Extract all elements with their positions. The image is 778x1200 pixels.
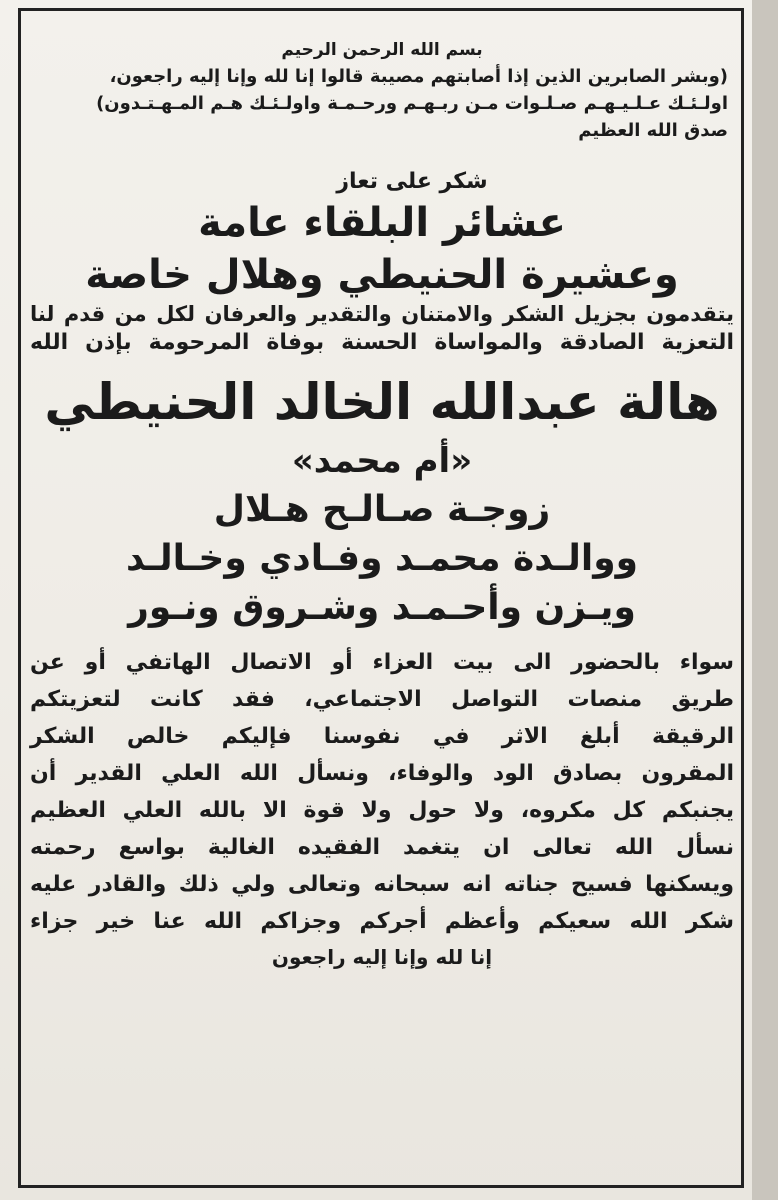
tribes-specific: وعشيرة الحنيطي وهلال خاصة — [85, 252, 679, 298]
body-paragraph — [30, 646, 734, 939]
body-line-2: طريق منصات التواصل الاجتماعي، فقد كانت لتعزيتكم — [30, 687, 734, 712]
tribes-general: عشائر البلقاء عامة — [198, 200, 566, 246]
body-line-7: ويسكنها فسيح جناته انه سبحانه وتعالى ولي ذلك والقادر عليه — [30, 872, 734, 897]
family-line-3: ويـزن وأحـمـد وشـروق ونـور — [128, 587, 636, 628]
body-line-8: شكر الله سعيكم وأعظم أجركم وجزاكم الله عنا خير جزاء — [30, 909, 734, 934]
body-line-5: يجنبكم كل مكروه، ولا حول ولا قوة الا بالله العلي العظيم — [30, 798, 734, 823]
deceased-name: هالة عبدالله الخالد الحنيطي — [44, 373, 720, 431]
deceased-kunya: «أم محمد» — [291, 441, 473, 481]
quran-verse-line-2: اولـئـك عـلـيـهـم صـلـوات مـن ربـهـم ورحـمـة واولـئـك هـم المـهـتـدون) — [96, 93, 728, 114]
body-line-4: المقرون بصادق الود والوفاء، ونسأل الله العلي القدير أن — [30, 761, 734, 786]
basmala: بسم الله الرحمن الرحيم — [281, 40, 483, 60]
body-line-3: الرقيقة أبلغ الاثر في نفوسنا فإليكم خالص الشكر — [30, 724, 734, 749]
body-line-1: سواء بالحضور الى بيت العزاء أو الاتصال الهاتفي أو عن — [30, 650, 734, 675]
gratitude-line-1: يتقدمون بجزيل الشكر والامتنان والتقدير والعرفان لكل من قدم لنا — [30, 302, 734, 326]
family-line-2: ووالـدة محمـد وفـادي وخـالـد — [125, 538, 639, 579]
family-line-1: زوجـة صـالـح هـلال — [213, 489, 551, 530]
condolence-thanks-notice — [30, 40, 734, 969]
quran-verse-closing: صدق الله العظيم — [578, 120, 728, 141]
adjacent-page-edge — [752, 0, 778, 1200]
quran-verse-line-1: (وبشر الصابرين الذين إذا أصابتهم مصيبة قالوا إنا لله وإنا إليه راجعون، — [109, 66, 728, 87]
gratitude-line-2: التعزية الصادقة والمواساة الحسنة بوفاة المرحومة بإذن الله — [30, 330, 734, 355]
body-line-6: نسأل الله تعالى ان يتغمد الفقيده الغالية بواسع رحمته — [30, 835, 734, 860]
closing-phrase: إنا لله وإنا إليه راجعون — [271, 945, 493, 969]
thanks-title: شكر على تعاز — [336, 169, 488, 194]
